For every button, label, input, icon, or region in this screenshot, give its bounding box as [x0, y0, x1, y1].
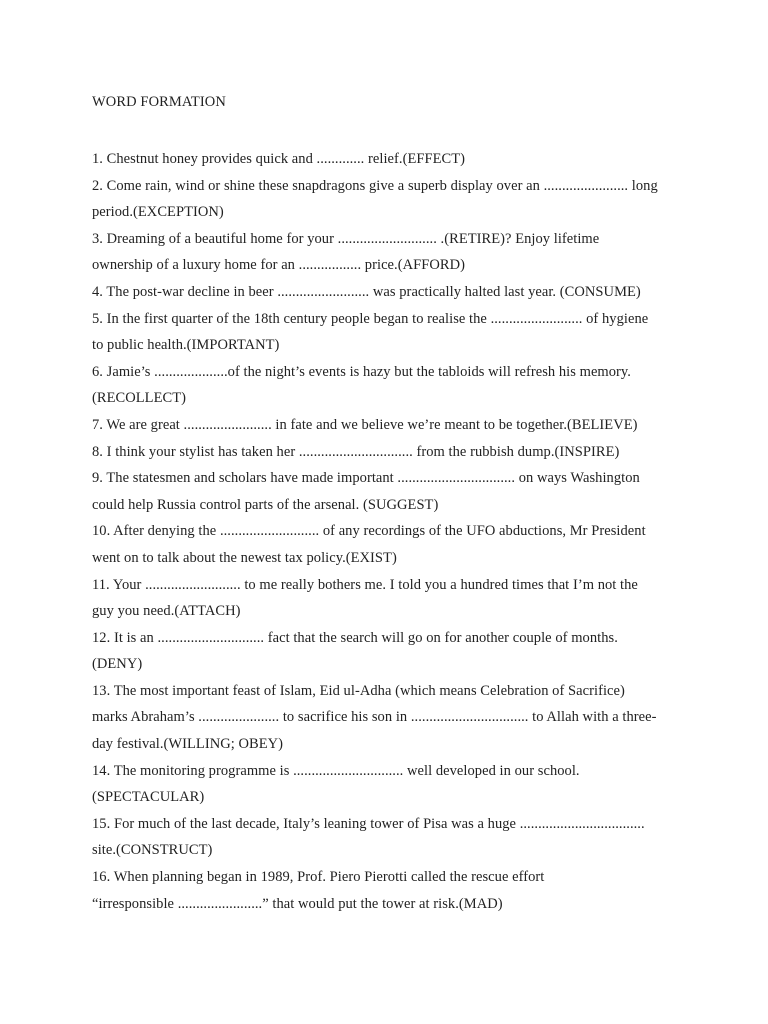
exercise-line: 7. We are great ........................ in fate and we believe we’re meant to be together.(BELIEVE)	[92, 416, 638, 433]
exercise-line: 9. The statesmen and scholars have made important ................................ on ways Washington	[92, 470, 640, 487]
exercise-line: (SPECTACULAR)	[92, 789, 205, 806]
exercise-line: guy you need.(ATTACH)	[92, 603, 241, 620]
exercise-line: could help Russia control parts of the arsenal. (SUGGEST)	[92, 496, 439, 513]
exercise-line: ownership of a luxury home for an ................. price.(AFFORD)	[92, 257, 465, 274]
exercise-line: to public health.(IMPORTANT)	[92, 337, 280, 354]
exercise-line: (RECOLLECT)	[92, 390, 186, 407]
exercise-line: period.(EXCEPTION)	[92, 204, 224, 221]
exercise-line: 10. After denying the ........................... of any recordings of the UFO abductions, Mr President	[92, 523, 646, 540]
exercise-line: marks Abraham’s ...................... to sacrifice his son in ................................ to Allah with a three-	[92, 709, 657, 726]
exercise-line: 11. Your .......................... to me really bothers me. I told you a hundred times that I’m not the	[92, 576, 638, 593]
exercise-line: 8. I think your stylist has taken her ............................... from the rubbish dump.(INSPIRE)	[92, 443, 620, 460]
document-title: WORD FORMATION	[92, 94, 226, 110]
exercise-line: day festival.(WILLING; OBEY)	[92, 736, 284, 753]
exercise-line: (DENY)	[92, 656, 143, 673]
exercise-line: 12. It is an ............................. fact that the search will go on for another couple of months.	[92, 629, 618, 646]
exercise-line: site.(CONSTRUCT)	[92, 842, 213, 859]
exercise-line: 16. When planning began in 1989, Prof. Piero Pierotti called the rescue effort	[92, 869, 545, 886]
exercise-line: “irresponsible .......................” that would put the tower at risk.(MAD)	[92, 895, 503, 912]
exercise-line: went on to talk about the newest tax policy.(EXIST)	[92, 549, 397, 566]
exercise-line: 2. Come rain, wind or shine these snapdragons give a superb display over an ....................... long	[92, 177, 658, 194]
exercise-line: 5. In the first quarter of the 18th century people began to realise the ......................... of hygiene	[92, 310, 649, 327]
exercise-line: 4. The post-war decline in beer ......................... was practically halted last year. (CONSUME)	[92, 283, 641, 300]
exercise-line: 3. Dreaming of a beautiful home for your ........................... .(RETIRE)? Enjoy lifetime	[92, 230, 600, 247]
exercise-line: 13. The most important feast of Islam, Eid ul-Adha (which means Celebration of Sacrifice)	[92, 682, 625, 699]
exercise-line: 14. The monitoring programme is .............................. well developed in our school.	[92, 762, 580, 779]
exercise-line: 15. For much of the last decade, Italy’s leaning tower of Pisa was a huge ..................................	[92, 815, 645, 832]
exercise-list	[92, 146, 692, 917]
exercise-line: 6. Jamie’s ....................of the night’s events is hazy but the tabloids will refresh his memory.	[92, 363, 631, 380]
exercise-line: 1. Chestnut honey provides quick and ............. relief.(EFFECT)	[92, 151, 465, 167]
